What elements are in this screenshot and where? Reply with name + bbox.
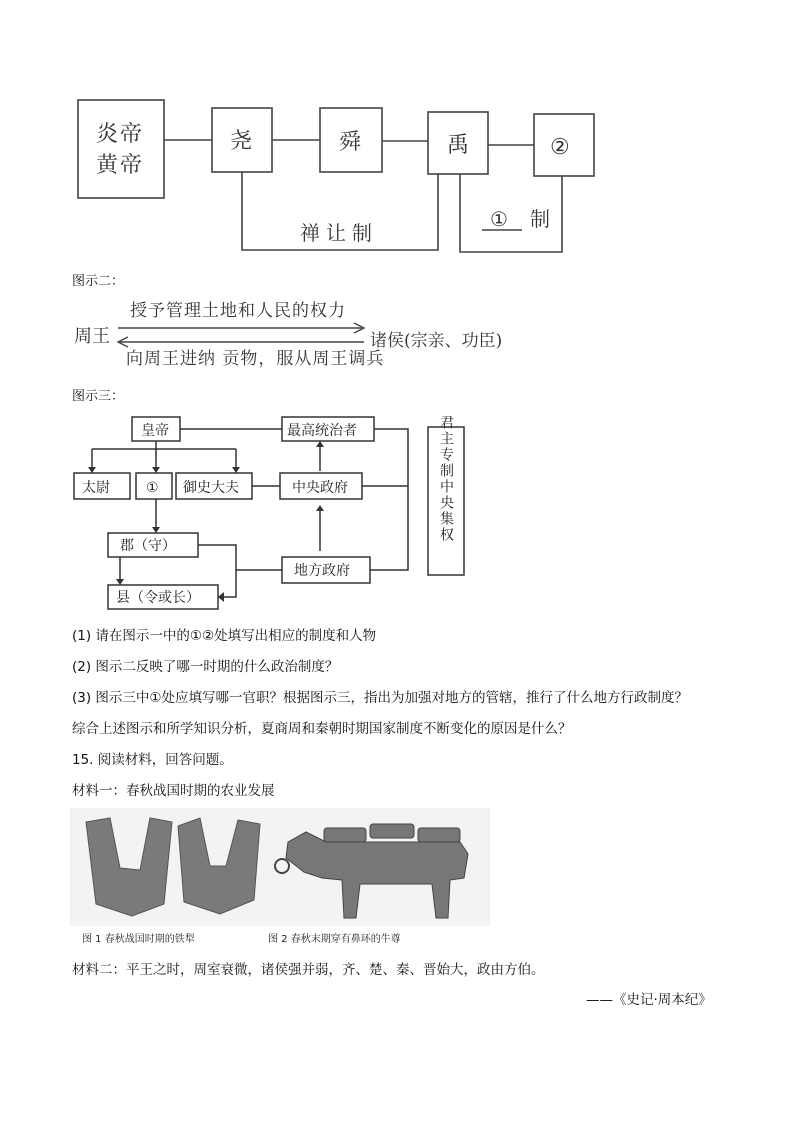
question-3: (3) 图示三中①处应填写哪一官职？根据图示三，指出为加强对地方的管辖，推行了什么地方行政制度？ <box>72 690 689 706</box>
diagram-two <box>0 290 794 375</box>
huangdi-text: 黄帝 <box>96 153 145 178</box>
yandi-text: 炎帝 <box>96 122 145 147</box>
top-arrow-text: 授予管理土地和人民的权力 <box>130 301 346 321</box>
blank-1-text: ① <box>490 207 508 231</box>
material-2: 材料二：平王之时，周室衰微，诸侯强并弱，齐、楚、秦、晋始大，政由方伯。 <box>72 962 545 978</box>
shanrang-text: 禅让制 <box>300 221 378 245</box>
material-1-images <box>60 808 500 948</box>
question-2: (2) 图示二反映了哪一时期的什么政治制度？ <box>72 659 339 675</box>
side-bottom-text: 中央集权 <box>438 479 454 543</box>
question-4: 综合上述图示和所学知识分析，夏商周和秦朝时期国家制度不断变化的原因是什么？ <box>72 721 572 737</box>
question-15: 15. 阅读材料，回答问题。 <box>72 752 233 768</box>
side-top-text: 君主专制 <box>438 415 454 479</box>
diagram-two-label: 图示二： <box>72 274 125 289</box>
question-1: (1) 请在图示一中的①②处填写出相应的制度和人物 <box>72 628 377 644</box>
zhi-text: 制 <box>530 207 550 231</box>
yushi-text: 御史大夫 <box>183 480 239 496</box>
local-text: 地方政府 <box>294 563 350 579</box>
diagram-three-label: 图示三： <box>72 389 125 404</box>
material-2-source: ——《史记·周本纪》 <box>586 992 712 1008</box>
supreme-text: 最高统治者 <box>287 423 357 439</box>
yu-text: 禹 <box>447 133 470 158</box>
diagram-three <box>0 405 794 615</box>
taiwei-text: 太尉 <box>82 480 110 496</box>
jun-text: 郡（守） <box>120 538 176 554</box>
blank-1-text-3: ① <box>146 480 159 496</box>
caption-1: 图 1 春秋战国时期的铁犁 <box>82 934 195 945</box>
material-1-title: 材料一：春秋战国时期的农业发展 <box>72 783 275 799</box>
diagram-one <box>0 0 794 270</box>
zhuhou-text: 诸侯(宗亲、功臣) <box>370 331 503 351</box>
bottom-arrow-text: 向周王进纳 贡物，服从周王调兵 <box>126 349 385 369</box>
xian-text: 县（令或长） <box>116 590 200 606</box>
shun-text: 舜 <box>339 130 362 155</box>
yao-text: 尧 <box>230 129 253 154</box>
zhouwang-text: 周王 <box>74 326 110 347</box>
box-yandi-huangdi <box>78 100 164 198</box>
emperor-text: 皇帝 <box>141 423 169 439</box>
caption-2: 图 2 春秋末期穿有鼻环的牛尊 <box>268 934 401 945</box>
blank-2-text: ② <box>550 135 570 160</box>
central-text: 中央政府 <box>292 480 348 496</box>
